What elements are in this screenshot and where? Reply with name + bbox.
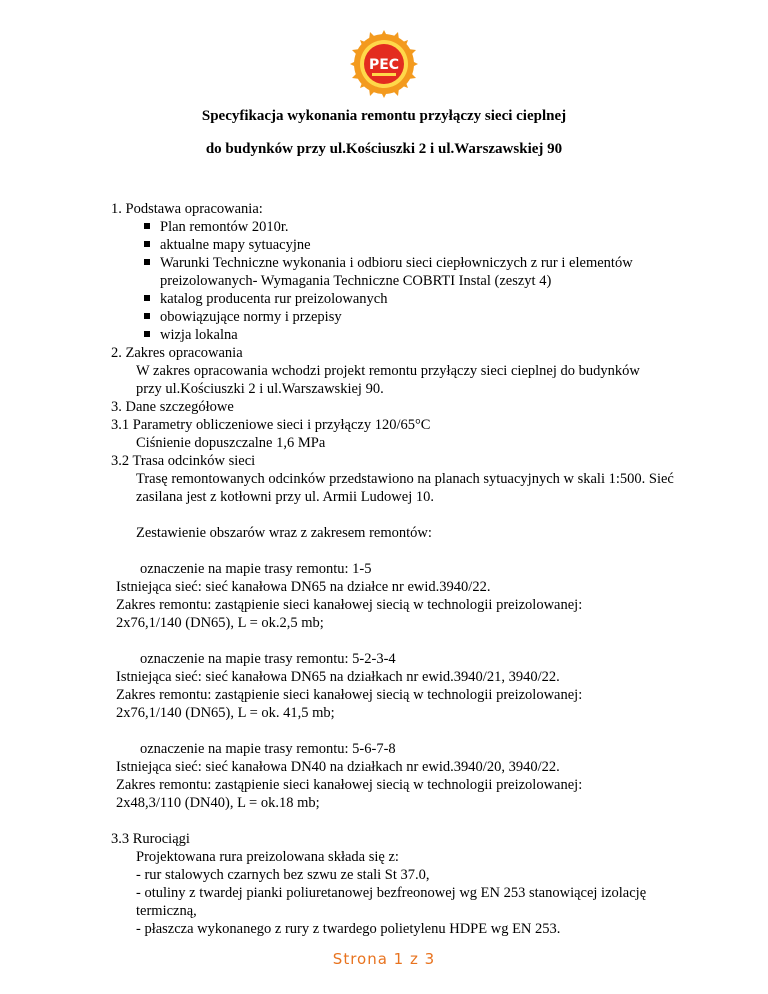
list-item-continuation: preizolowanych- Wymagania Techniczne COBRTI Instal (zeszyt 4) [160, 273, 552, 289]
pec-logo [348, 28, 420, 100]
block-zakres: Zakres remontu: zastąpienie sieci kanałowej siecią w technologii preizolowanej: [116, 687, 583, 703]
section-1-heading: 1. Podstawa opracowania: [111, 201, 263, 217]
block-oznaczenie: oznaczenie na mapie trasy remontu: 5-6-7-8 [140, 741, 396, 757]
block-siec: Istniejąca sieć: sieć kanałowa DN40 na działkach nr ewid.3940/20, 3940/22. [116, 759, 560, 775]
block-oznaczenie: oznaczenie na mapie trasy remontu: 1-5 [140, 561, 372, 577]
list-item: Plan remontów 2010r. [160, 219, 289, 235]
bullet-icon [144, 331, 150, 337]
section-2-heading: 2. Zakres opracowania [111, 345, 243, 361]
section-3-3-heading: 3.3 Rurociągi [111, 831, 190, 847]
bullet-icon [144, 259, 150, 265]
block-zakres: Zakres remontu: zastąpienie sieci kanałowej siecią w technologii preizolowanej: [116, 777, 583, 793]
block-siec: Istniejąca sieć: sieć kanałowa DN65 na działkach nr ewid.3940/21, 3940/22. [116, 669, 560, 685]
bullet-icon [144, 223, 150, 229]
section-3-3-text: - płaszcza wykonanego z rury z twardego polietylenu HDPE wg EN 253. [136, 921, 561, 937]
block-wymiar: 2x76,1/140 (DN65), L = ok.2,5 mb; [116, 615, 324, 631]
list-item: obowiązujące normy i przepisy [160, 309, 342, 325]
list-item: Warunki Techniczne wykonania i odbioru sieci ciepłowniczych z rur i elementów [160, 255, 633, 271]
block-zakres: Zakres remontu: zastąpienie sieci kanałowej siecią w technologii preizolowanej: [116, 597, 583, 613]
title-line-2: do budynków przy ul.Kościuszki 2 i ul.Warszawskiej 90 [205, 141, 563, 157]
page-number: Strona 1 z 3 [332, 950, 436, 968]
section-2-text: przy ul.Kościuszki 2 i ul.Warszawskiej 90. [136, 381, 384, 397]
section-3-3-text: - rur stalowych czarnych bez szwu ze stali St 37.0, [136, 867, 430, 883]
list-item: aktualne mapy sytuacyjne [160, 237, 311, 253]
zestawienie-heading: Zestawienie obszarów wraz z zakresem remontów: [136, 525, 432, 541]
section-3-2-heading: 3.2 Trasa odcinków sieci [111, 453, 256, 469]
section-2-text: W zakres opracowania wchodzi projekt remontu przyłączy sieci cieplnej do budynków [136, 363, 640, 379]
block-oznaczenie: oznaczenie na mapie trasy remontu: 5-2-3-4 [140, 651, 396, 667]
bullet-icon [144, 313, 150, 319]
block-wymiar: 2x48,3/110 (DN40), L = ok.18 mb; [116, 795, 320, 811]
section-3-3-text: termiczną, [136, 903, 197, 919]
logo-text: PEC [368, 57, 400, 73]
section-3-3-text: Projektowana rura preizolowana składa się z: [136, 849, 399, 865]
list-item: katalog producenta rur preizolowanych [160, 291, 388, 307]
bullet-icon [144, 295, 150, 301]
section-3-1-heading: 3.1 Parametry obliczeniowe sieci i przyłączy 120/65°C [111, 417, 431, 433]
section-3-heading: 3. Dane szczegółowe [111, 399, 234, 415]
section-3-2-text: Trasę remontowanych odcinków przedstawiono na planach sytuacyjnych w skali 1:500. Sieć [136, 471, 674, 487]
block-wymiar: 2x76,1/140 (DN65), L = ok. 41,5 mb; [116, 705, 335, 721]
list-item: wizja lokalna [160, 327, 238, 343]
title-line-1: Specyfikacja wykonania remontu przyłączy sieci cieplnej [201, 108, 567, 124]
section-3-2-text: zasilana jest z kotłowni przy ul. Armii Ludowej 10. [136, 489, 434, 505]
section-3-1-text: Ciśnienie dopuszczalne 1,6 MPa [136, 435, 326, 451]
bullet-icon [144, 241, 150, 247]
section-3-3-text: - otuliny z twardej pianki poliuretanowej bezfreonowej wg EN 253 stanowiącej izolację [136, 885, 647, 901]
block-siec: Istniejąca sieć: sieć kanałowa DN65 na działce nr ewid.3940/22. [116, 579, 491, 595]
